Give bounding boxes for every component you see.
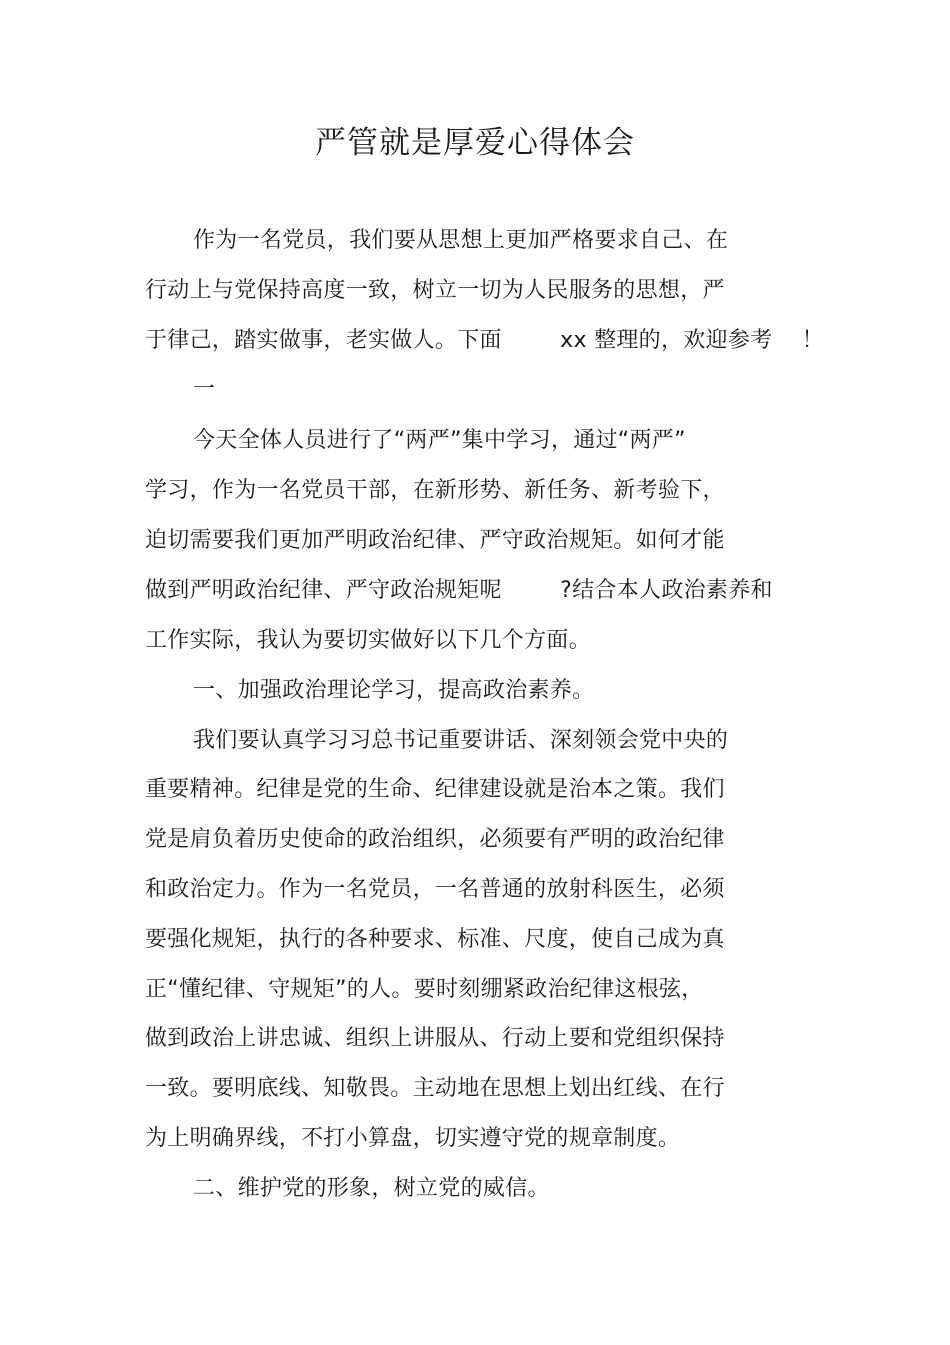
text-line: 学习，作为一名党员干部，在新形势、新任务、新考验下， (145, 478, 725, 503)
text-line: 行动上与党保持高度一致，树立一切为人民服务的思想，严 (145, 278, 725, 303)
text-line: 迫切需要我们更加严明政治纪律、严守政治规矩。如何才能 (145, 528, 725, 553)
text-line: 今天全体人员进行了“两严”集中学习，通过“两严” (193, 428, 686, 453)
text-line: 我们要认真学习习总书记重要讲话、深刻领会党中央的 (193, 728, 729, 753)
text-line: 于律己，踏实做事，老实做人。下面 xx 整理的，欢迎参考 ！ (145, 328, 824, 353)
text-line: 要强化规矩，执行的各种要求、标准、尺度，使自己成为真 (145, 927, 725, 952)
text-line: 工作实际，我认为要切实做好以下几个方面。 (145, 628, 592, 653)
section-number: 一 (193, 377, 216, 402)
text-line: 党是肩负着历史使命的政治组织，必须要有严明的政治纪律 (145, 827, 725, 852)
text-line: 一致。要明底线、知敬畏。主动地在思想上划出红线、在行 (145, 1076, 725, 1101)
text-line: 为上明确界线，不打小算盘，切实遵守党的规章制度。 (145, 1126, 681, 1151)
text-line: 做到严明政治纪律、严守政治规矩呢 ?结合本人政治素养和 (145, 578, 773, 603)
section-heading: 二、维护党的形象，树立党的威信。 (193, 1176, 550, 1201)
text-line: 作为一名党员，我们要从思想上更加严格要求自己、在 (193, 228, 729, 253)
text-line: 重要精神。纪律是党的生命、纪律建设就是治本之策。我们 (145, 777, 725, 802)
document-title: 严管就是厚爱心得体会 (315, 125, 635, 161)
text-line: 正“懂纪律、守规矩”的人。要时刻绷紧政治纪律这根弦， (145, 977, 704, 1002)
text-line: 和政治定力。作为一名党员，一名普通的放射科医生，必须 (145, 877, 725, 902)
section-heading: 一、加强政治理论学习，提高政治素养。 (193, 678, 595, 703)
text-line: 做到政治上讲忠诚、组织上讲服从、行动上要和党组织保持 (145, 1026, 725, 1051)
